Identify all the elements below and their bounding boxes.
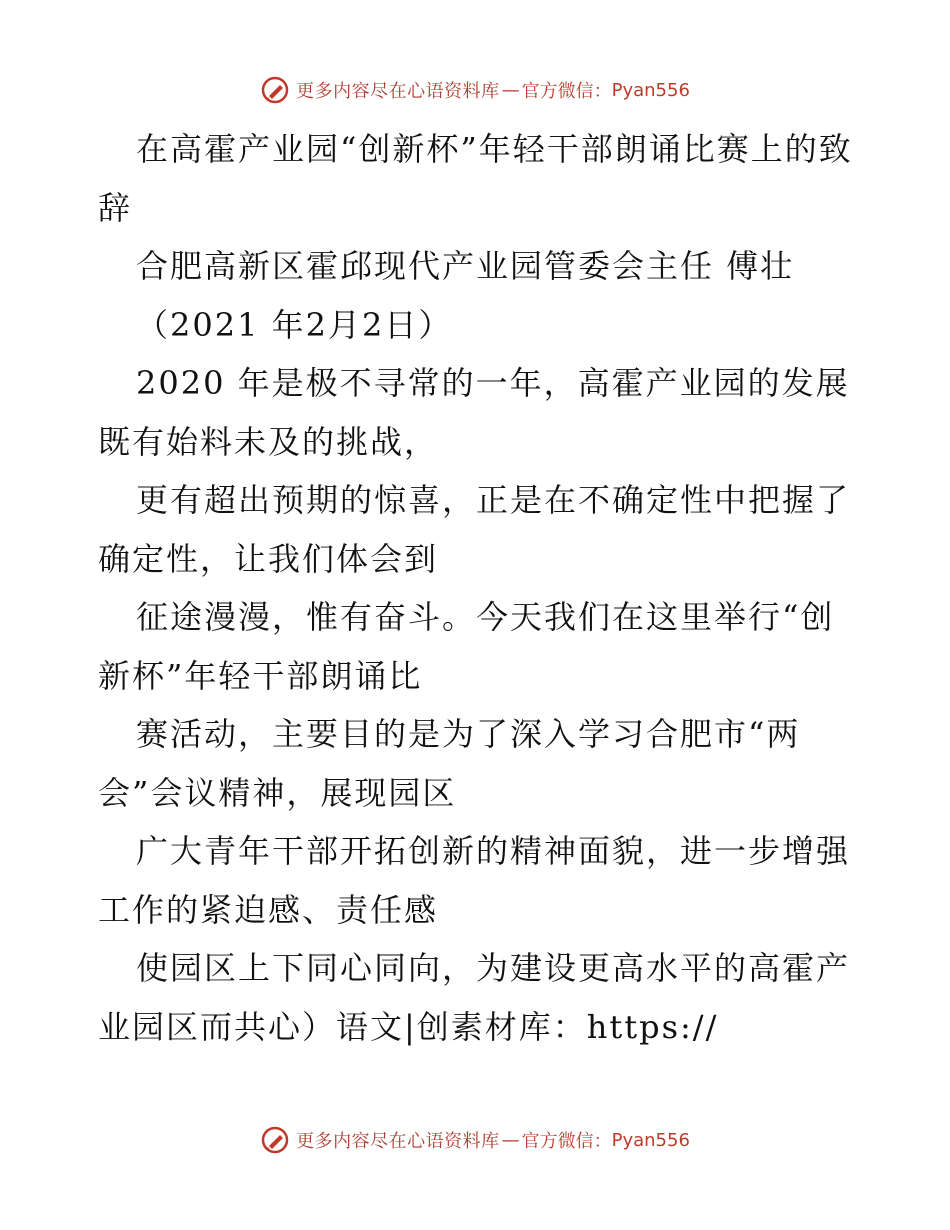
watermark-dash: — (501, 1129, 520, 1151)
watermark-text: 更多内容尽在心语资料库 (296, 81, 500, 102)
body-paragraph: 更有超出预期的惊喜，正是在不确定性中把握了确定性，让我们体会到 (98, 481, 851, 578)
pen-logo-icon (260, 1125, 290, 1155)
body-paragraph: 赛活动，主要目的是为了深入学习合肥市“两会”会议精神，展现园区 (98, 715, 801, 812)
body-paragraph: 使园区上下同心同向，为建设更高水平的高霍产业园区而共心）语文|创素材库：https:// (98, 949, 851, 1046)
watermark-wechat-id: Pyan556 (611, 79, 690, 101)
header-watermark (0, 70, 950, 110)
date-line: （2021 年2月2日） (136, 305, 453, 344)
watermark-wechat-label: 官方微信： (521, 1131, 612, 1152)
author-line: 合肥高新区霍邱现代产业园管委会主任 傅壮 (136, 247, 795, 285)
document-title: 在高霍产业园“创新杯”年轻干部朗诵比赛上的致辞 (98, 130, 853, 227)
body-paragraph: 征途漫漫，惟有奋斗。今天我们在这里举行“创新杯”年轻干部朗诵比 (98, 598, 835, 695)
pen-logo-icon (260, 75, 290, 105)
watermark-wechat-label: 官方微信： (521, 81, 612, 102)
watermark-text: 更多内容尽在心语资料库 (296, 1131, 500, 1152)
watermark-wechat-id: Pyan556 (611, 1129, 690, 1151)
body-paragraph: 2020 年是极不寻常的一年，高霍产业园的发展既有始料未及的挑战， (98, 364, 850, 461)
footer-watermark (0, 1120, 950, 1160)
document-body (98, 120, 858, 1056)
watermark-dash: — (501, 79, 520, 101)
body-paragraph: 广大青年干部开拓创新的精神面貌，进一步增强工作的紧迫感、责任感 (98, 832, 851, 929)
